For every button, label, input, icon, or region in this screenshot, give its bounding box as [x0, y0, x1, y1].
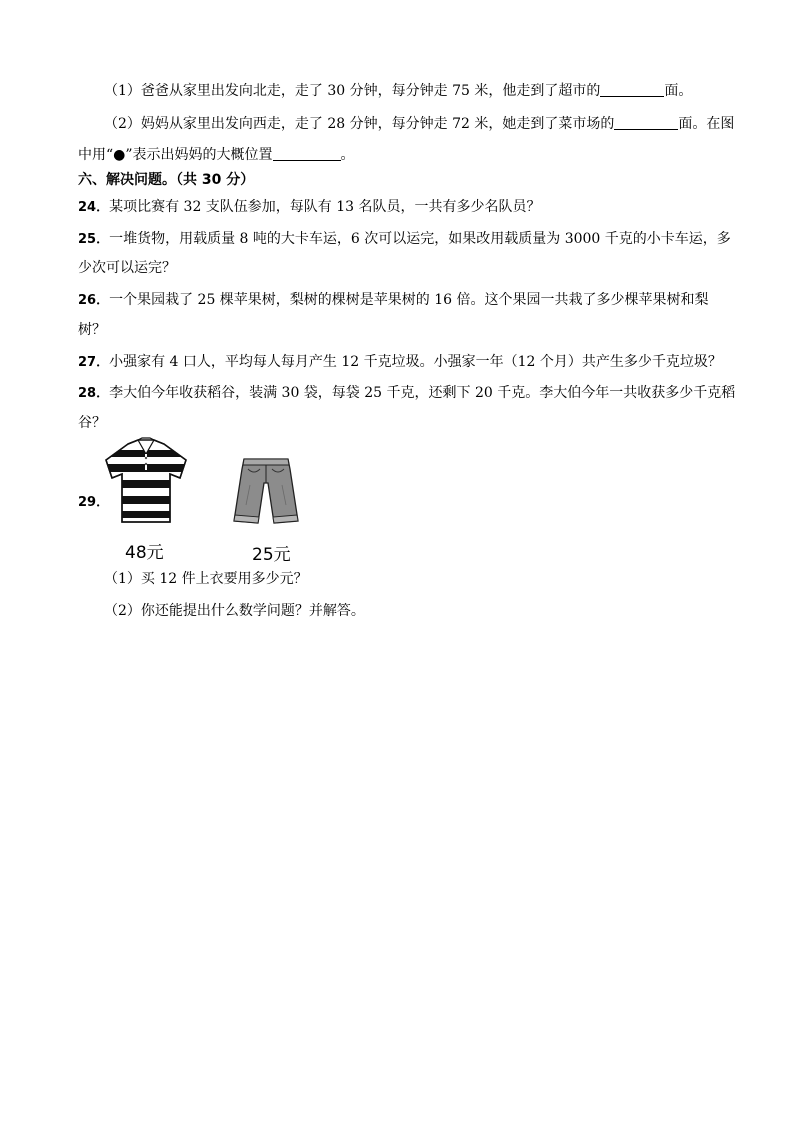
question-29-part1: （1）买 12 件上衣要用多少元？ — [104, 571, 308, 587]
section-title: 六、解决问题。（共 30 分） — [78, 172, 255, 188]
question-25: 25．一堆货物，用载质量 8 吨的大卡车运，6 次可以运完，如果改用载质量为 3000 千克的小卡车运，多 — [78, 231, 731, 247]
question-26-cont: 树？ — [78, 322, 106, 338]
q23-part2: （2）妈妈从家里出发向西走，走了 28 分钟，每分钟走 72 米，她走到了菜市场的 面。在图 — [104, 116, 735, 132]
question-29-number: 29． — [78, 495, 110, 510]
answer-blank[interactable] — [614, 115, 678, 130]
question-25-cont: 少次可以运完？ — [78, 260, 176, 276]
question-27: 27．小强家有 4 口人，平均每人每月产生 12 千克垃圾。小强家一年（12 个月）共产生多少千克垃圾？ — [78, 354, 722, 370]
question-29-part2: （2）你还能提出什么数学问题？并解答。 — [104, 603, 365, 619]
q23-part1: （1）爸爸从家里出发向北走，走了 30 分钟，每分钟走 75 米，他走到了超市的 面。 — [104, 83, 693, 99]
q23-part2-cont: 中用“●”表示出妈妈的大概位置 。 — [78, 147, 355, 163]
question-28: 28．李大伯今年收获稻谷，装满 30 袋，每袋 25 千克，还剩下 20 千克。李大伯今年一共收获多少千克稻 — [78, 385, 736, 401]
answer-blank[interactable] — [600, 82, 664, 97]
striped-shirt-image — [100, 436, 192, 526]
shorts-image — [230, 455, 302, 527]
answer-blank[interactable] — [273, 146, 341, 161]
question-26: 26．一个果园栽了 25 棵苹果树，梨树的棵树是苹果树的 16 倍。这个果园一共栽了多少棵苹果树和梨 — [78, 292, 709, 308]
question-24: 24．某项比赛有 32 支队伍参加，每队有 13 名队员，一共有多少名队员？ — [78, 199, 541, 215]
pants-price: 25元 — [252, 545, 291, 565]
shirt-price: 48元 — [125, 543, 164, 563]
question-28-cont: 谷？ — [78, 415, 106, 431]
